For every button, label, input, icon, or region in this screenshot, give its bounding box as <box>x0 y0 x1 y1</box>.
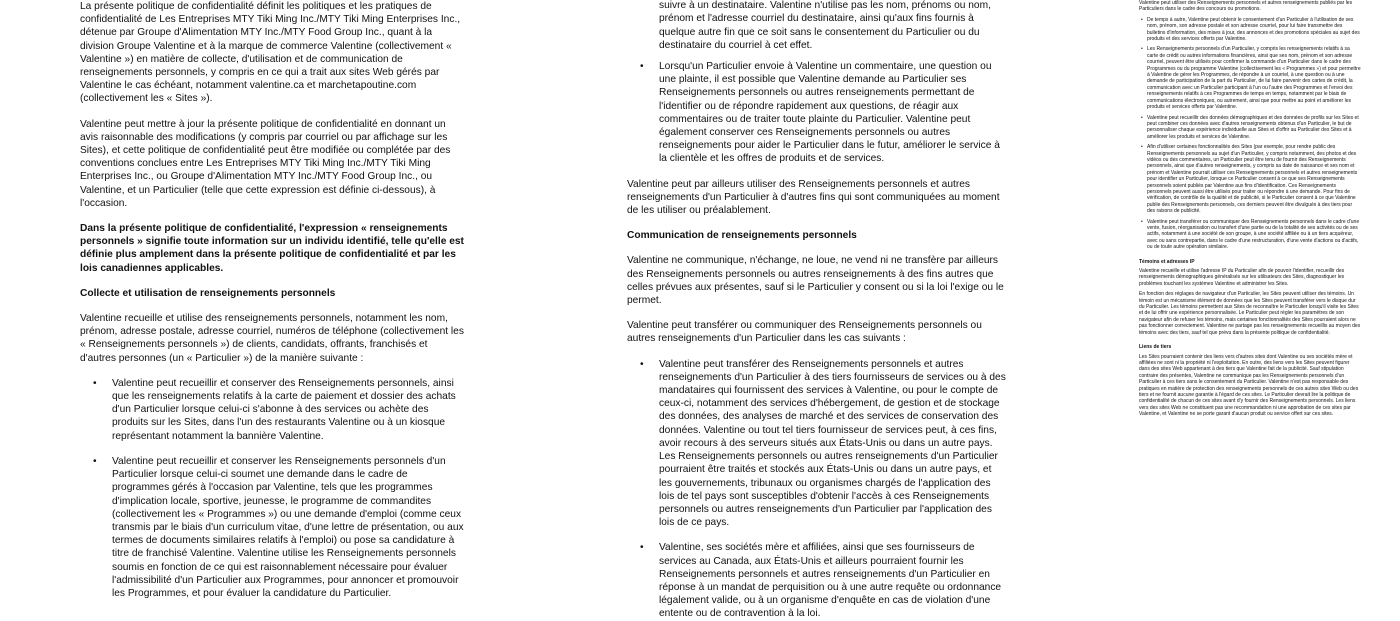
ip-body: En fonction des réglages de navigateur d'un Particulier, les Sites peuvent utiliser des témoins. Un témoin est un mécanisme élément de données que les Sites peuvent transférer vers le disque dur du Particulier. Les témoins permettent aux Sites de reconnaître le Particulier lorsqu'il visite les Sites et de lui offrir une expérience personnalisée. Le Particulier peut régler les paramètres de son navigateur afin de refuser les témoins, mais certaines fonctionnalités des Sites pourraient alors ne pas fonctionner correctement. Valentine ne partage pas les renseignements recueillis au moyen des témoins avec des tiers, sauf tel que prévu dans la présente politique de confidentialité. <box>1139 291 1361 336</box>
other-uses-paragraph: Valentine peut par ailleurs utiliser des Renseignements personnels et autres renseignements d'un Particulier à d'autres fins qui sont communiquées au moment de les utiliser ou préalablement. <box>627 178 1000 217</box>
list-item: • De temps à autre, Valentine peut obtenir le consentement d'un Particulier à l'utilisation de ses nom, prénom, son adresse postale et son adresse courriel, pour lui faire transmettre des bulletins d'information, des mises à jour, des annonces et des promotions spéciales au sujet des produits et des services offerts par Valentine. <box>1139 17 1361 43</box>
list-item: • Valentine peut recueillir et conserver des Renseignements personnels, ainsi que les renseignements relatifs à la carte de paiement et dossier des achats d'un Particulier lorsque celui-ci s'abonne à des services ou achète des produits sur les Sites, dans l'un des restaurants Valentine ou à un kiosque représentant notamment la bannière Valentine. <box>80 377 465 443</box>
transfer-intro: Valentine peut transférer ou communiquer des Renseignements personnels ou autres renseignements d'un Particulier dans les cas suivants : <box>627 320 982 345</box>
continued-fragment: Valentine peut utiliser des Renseignements personnels et autres renseignements publiés par les Particuliers dans le cadre des concours ou promotions. <box>1139 0 1353 13</box>
transfer-list <box>627 358 1007 621</box>
section-heading-collection: Collecte et utilisation de renseignements personnels <box>80 287 336 299</box>
collection-list <box>80 377 465 600</box>
no-sale-paragraph: Valentine ne communique, n'échange, ne loue, ne vend ni ne transfère par ailleurs des Renseignements personnels ou autres renseignements à des fins autres que celles prévues aux présentes, sauf si le Particulier y consent ou si la loi l'exige ou le permet. <box>627 255 1004 307</box>
list-item: • Lorsqu'un Particulier envoie à Valentine un commentaire, une question ou une plainte, il est possible que Valentine demande au Particulier ses Renseignements personnels ou autres renseignements permettant de l'identifier ou de répondre rapidement aux questions, de réagir aux commentaires ou de traiter toute plainte du Particulier. Valentine peut également conserver ces Renseignements personnels ou autres renseignements pour aider le Particulier dans le futur, améliorer le service à la clientèle et les offres de produits et de services. <box>627 60 1007 166</box>
section-heading-cookies-ip: Témoins et adresses IP <box>1139 258 1195 265</box>
list-item: • Afin d'utiliser certaines fonctionnalités des Sites (par exemple, pour rendre public des Renseignements personnels au sujet d'un Particulier, y compris notamment, des photos et des vidéos ou des commentaires, un Particulier peut être tenu de fournir des Renseignements personnels, ainsi que d'autres renseignements, y compris sa date de naissance et ses nom et prénom et Valentine pourrait utiliser ces Renseignements personnels et autres renseignements pour identifier un Particulier, lorsque ce Particulier consent à ce que ses Renseignements personnels soient publiés par Valentine aux fins d'identification. Ces Renseignements personnels peuvent aussi être utilisés pour traiter ou répondre à une demande. Pour fins de vérification, de contrôle de la qualité et de publicité, si le Particulier consent à ce que Valentine publie des Renseignements personnels, ces derniers peuvent être divulgués à des tiers pour des raisons de publicité. <box>1139 144 1361 214</box>
update-paragraph: Valentine peut mettre à jour la présente politique de confidentialité en donnant un avis raisonnable des modifications (y compris par courriel ou par affichage sur les Sites), et cette politique de confidentialité peut être modifiée ou complétée par des conventions conclues entre Les Entreprises MTY Tiki Ming Inc./MTY Tiki Ming Enterprises Inc., ou Groupe d'Alimentation MTY Inc./MTY Food Group Inc., ou Valentine, et un Particulier (telle que cette expression est définie ci-dessous), à l'occasion. <box>80 118 451 209</box>
definition-paragraph: Dans la présente politique de confidentialité, l'expression « renseignements personnels » signifie toute information sur un individu identifié, telle qu'elle est définie plus amplement dans la présente politique de confidentialité et par les lois canadiennes applicables. <box>80 223 464 274</box>
collection-intro: Valentine recueille et utilise des renseignements personnels, notamment les nom, prénom, adresse postale, adresse courriel, numéros de téléphone (collectivement les « Renseignements personnels ») de clients, candidats, offrants, franchisés et d'autres personnes (un « Particulier ») de la manière suivante : <box>80 313 464 364</box>
links-body: Les Sites pourraient contenir des liens vers d'autres sites dont Valentine ou ses sociétés mère et affiliées ne sont ni la propriété ni l'exploitation. En outre, des liens vers les Sites peuvent figurer dans des sites Web appartenant à des tiers que Valentine fait de la publicité. Sauf stipulation contraire des présentes, Valentine ne communique pas les Renseignements personnels d'un Particulier à ces tiers sans le consentement du Particulier. Valentine n'est pas responsable des pratiques en matière de protection des renseignements personnels de ces autres sites Web ou des tiers et ne fournit aucune garantie à l'égard de ces sites. Le Particulier devrait lire la politique de confidentialité de chacun de ces sites avant d'y fournir des Renseignements personnels. Les liens vers des sites Web ne constituent pas une recommandation ni une approbation de ces sites par Valentine, et Valentine ne se porte garant d'aucun produit ou service offert sur ces sites. <box>1139 353 1359 418</box>
list-item: • Valentine peut transférer ou communiquer des Renseignements personnels dans le cadre d'une vente, fusion, réorganisation ou transfert d'une partie ou de la totalité de ses activités ou de ses actifs, notamment à une société de son groupe, à une société affiliée ou à un tiers acquéreur, avec ou sans contrepartie, dans le cadre d'une restructuration, d'une vente d'actions ou d'actifs, ou de toute autre opération similaire. <box>1139 219 1361 251</box>
list-item: • Les Renseignements personnels d'un Particulier, y compris les renseignements relatifs à sa carte de crédit ou autres informations financières, ainsi que ses nom, prénom et son adresse courriel, peuvent être utilisés pour confirmer la commande d'un Particulier dans le cadre des Programmes ou du programme Valentine (collectivement les « Programmes ») et pour permettre à Valentine de gérer les Programmes, de répondre à un courriel, à une question ou à une demande de participation de la part du Particulier, de lui faire parvenir des cartes de crédit, la communication avec un Particulier participant à l'un ou l'autre des Programmes et l'envoi des renseignements relatifs à ces Programmes de temps en temps, notamment par le biais de communications électroniques, ou autrement, ainsi que pour mettre au point et améliorer les produits et services offerts par Valentine. <box>1139 46 1361 110</box>
list-item: • Valentine peut transférer des Renseignements personnels et autres renseignements d'un Particulier à des tiers fournisseurs de services ou à des mandataires qui fournissent des services à Valentine, ou pour le compte de ceux-ci, notamment des services d'hébergement, de gestion et de stockage des données, des analyses de marché et des services de conservation des données. Valentine ou tout tel tiers fournisseur de services peut, à ces fins, avoir recours à des serveurs situés aux États-Unis ou dans un autre pays. Les Renseignements personnels ou autres renseignements d'un Particulier pourraient être traités et stockés aux États-Unis ou dans un autre pays, et les gouvernements, tribunaux ou organismes chargés de l'application des lois de tel pays sont susceptibles d'obtenir l'accès à ces Renseignements personnels ou autres renseignements d'un Particulier par l'application des lois de ce pays. <box>627 358 1007 530</box>
list-item: • Valentine peut recueillir des données démographiques et des données de profils sur les Sites et peut combiner ces données avec d'autres renseignements obtenus d'un Particulier, le but de personnaliser chaque expérience individuelle aux Sites et d'offrir au Particulier des Sites et à améliorer les produits et services de Valentine. <box>1139 115 1361 141</box>
policy-page-left <box>80 0 465 599</box>
policy-page-middle <box>627 0 1007 620</box>
continued-fragment: suivre à un destinataire. Valentine n'utilise pas les nom, prénoms ou nom, prénom et l'adresse courriel du destinataire, ainsi qu'aux fins fournis à quelque autre fin que ce soit sans le consentement du Particulier ou du destinataire du courriel à cet effet. <box>659 0 991 51</box>
contact-list <box>627 60 1007 166</box>
list-item: • Valentine, ses sociétés mère et affiliées, ainsi que ses fournisseurs de services au Canada, aux États-Unis et ailleurs pourraient fournir les Renseignements personnels et autres renseignements d'un Particulier en réponse à un mandat de perquisition ou à une autre requête ou ordonnance légalement valide, ou à un organisme d'enquête en cas de violation d'une entente ou de contravention à la loi. <box>627 541 1007 620</box>
intro-paragraph: La présente politique de confidentialité définit les politiques et les pratiques de confidentialité de Les Entreprises MTY Tiki Ming Inc./MTY Tiki Ming Enterprises Inc., détenue par Groupe d'Alimentation MTY Inc./MTY Food Group Inc., quant à la division Groupe Valentine et à la marque de commerce Valentine (collectivement « Valentine ») en matière de collecte, d'utilisation et de communication de renseignements personnels, y compris en ce qui a trait aux sites Web gérés par Valentine le cas échéant, notamment valentine.ca et marchetapoutine.com (collectivement les « Sites »). <box>80 1 461 105</box>
use-list <box>1139 17 1361 251</box>
section-heading-communication: Communication de renseignements personnels <box>627 230 857 242</box>
list-item: • Valentine peut recueillir et conserver les Renseignements personnels d'un Particulier lorsque celui-ci soumet une demande dans le cadre de programmes gérés à l'occasion par Valentine, tels que les programmes d'implication locale, sportive, jeunesse, le programme de commandites (collectivement les « Programmes ») ou une demande d'emploi (comme ceux transmis par le biais d'un curriculum vitae, d'une lettre de présentation, ou aux termes de documents similaires relatifs à l'emploi) ou pose sa candidature à titre de franchisé Valentine. Valentine utilise les Renseignements personnels soumis en fonction de ce qui est raisonnablement nécessaire pour évaluer l'admissibilité d'un Particulier aux Programmes, pour annoncer et promouvoir les Programmes, et pour évaluer la candidature du Particulier. <box>80 455 465 600</box>
section-heading-third-party-links: Liens de tiers <box>1139 344 1172 351</box>
ip-intro: Valentine recueille et utilise l'adresse IP du Particulier afin de pouvoir l'identifier, recueillir des renseignements démographiques généralisés sur les utilisateurs des Sites, diagnostiquer les problèmes touchant les systèmes Valentine et administrer les Sites. <box>1139 268 1345 287</box>
policy-page-right <box>1139 0 1361 500</box>
